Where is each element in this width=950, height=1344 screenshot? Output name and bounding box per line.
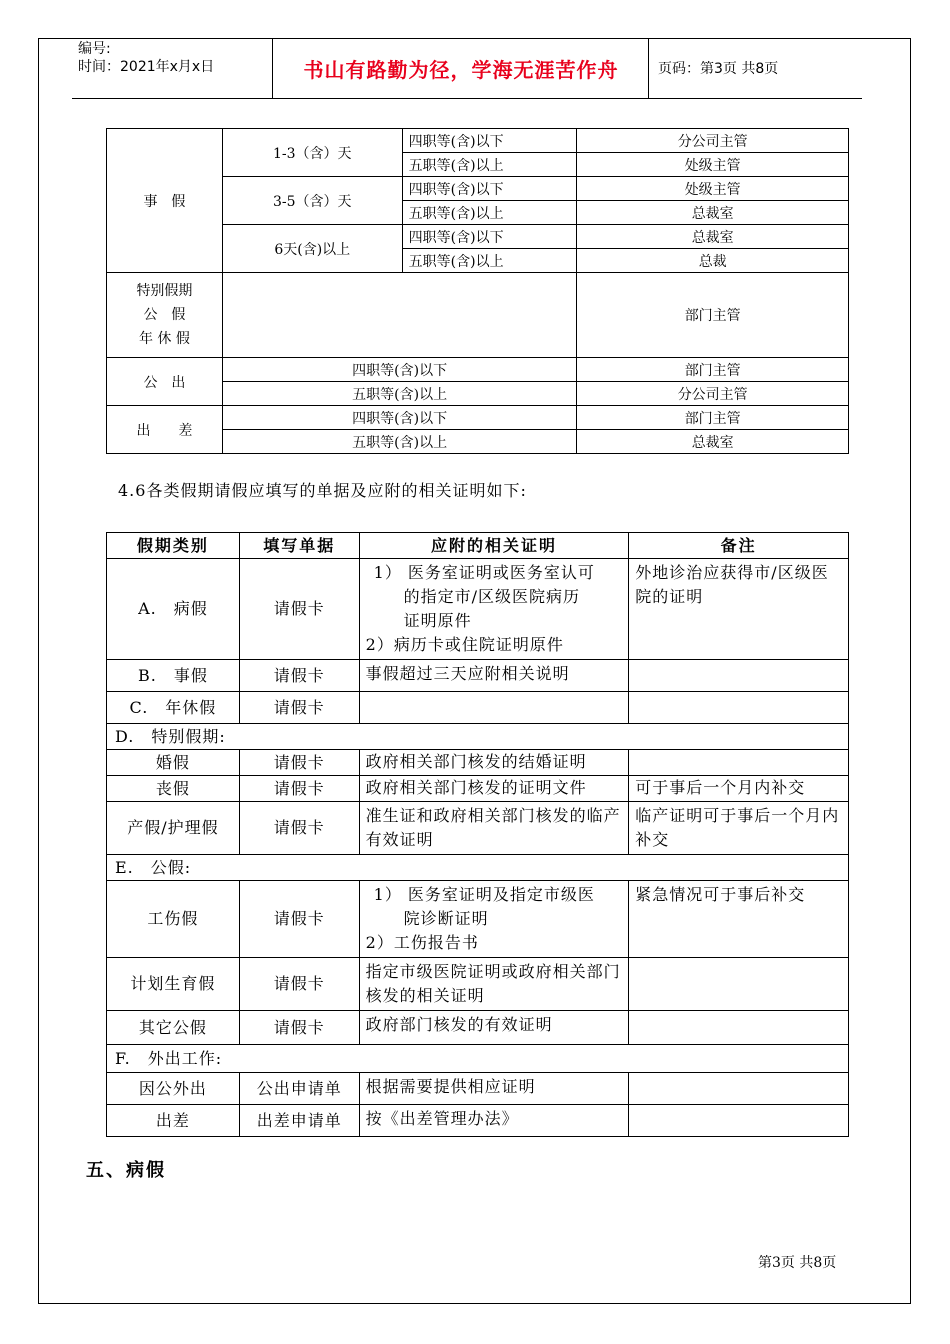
annual-leave-label: 年 休 假: [138, 331, 190, 347]
proof-line: 证明原件: [403, 611, 472, 630]
header-motto: 书山有路勤为径，学海无涯苦作舟: [303, 58, 619, 82]
category-personal-leave: 事 假: [107, 129, 223, 273]
rank-cell: 四职等(含)以下: [402, 177, 577, 201]
leave-category: 其它公假: [107, 1011, 240, 1045]
document-number-label: 编号:: [78, 41, 111, 57]
form-name: 公出申请单: [239, 1073, 359, 1105]
form-name: 请假卡: [239, 802, 359, 855]
form-name: 请假卡: [239, 958, 359, 1011]
approver-cell: 处级主管: [577, 177, 849, 201]
intro-paragraph: 4.6各类假期请假应填写的单据及应附的相关证明如下:: [118, 481, 527, 500]
form-name: 请假卡: [239, 559, 359, 660]
required-proof: 准生证和政府相关部门核发的临产有效证明: [359, 802, 629, 855]
approver-cell: 总裁室: [577, 430, 849, 454]
proof-line: 2）工伤报告书: [365, 933, 479, 952]
remark: [629, 958, 849, 1011]
duration-cell: 1-3（含）天: [222, 129, 402, 177]
form-name: 请假卡: [239, 1011, 359, 1045]
approver-cell: 总裁室: [577, 201, 849, 225]
page-header: [72, 38, 862, 99]
approver-cell: 分公司主管: [577, 382, 849, 406]
remark: [629, 1073, 849, 1105]
required-proof: [359, 881, 629, 958]
leave-category: 婚假: [107, 750, 240, 776]
proof-line: 的指定市/区级医院病历: [403, 587, 581, 606]
section-row: E. 公假:: [107, 855, 849, 881]
documents-table: [106, 532, 849, 1137]
approver-cell: 部门主管: [577, 406, 849, 430]
duration-cell: 6天(含)以上: [222, 225, 402, 273]
remark: [629, 1011, 849, 1045]
required-proof: 政府部门核发的有效证明: [359, 1011, 629, 1045]
page-footer: 第3页 共8页: [758, 1255, 837, 1271]
leave-category: C. 年休假: [107, 692, 240, 724]
document-time: 时间：2021年x月x日: [78, 59, 215, 75]
approver-cell: 总裁: [577, 249, 849, 273]
category-business-out: 公 出: [107, 358, 223, 406]
leave-category: 计划生育假: [107, 958, 240, 1011]
special-leave-label: 特别假期: [136, 283, 193, 299]
column-header: 假期类别: [107, 533, 240, 559]
proof-line: 1） 医务室证明或医务室认可: [373, 563, 595, 582]
column-header: 填写单据: [239, 533, 359, 559]
remark: 外地诊治应获得市/区级医院的证明: [629, 559, 849, 660]
remark: 紧急情况可于事后补交: [629, 881, 849, 958]
required-proof: [359, 692, 629, 724]
section-row: D. 特别假期:: [107, 724, 849, 750]
approver-cell: 处级主管: [577, 153, 849, 177]
rank-cell: 五职等(含)以上: [222, 430, 577, 454]
leave-category: 工伤假: [107, 881, 240, 958]
header-divider: [648, 38, 649, 99]
form-name: 请假卡: [239, 692, 359, 724]
proof-line: 1） 医务室证明及指定市级医: [373, 885, 595, 904]
category-special-leave: [107, 273, 223, 358]
rank-cell: 四职等(含)以下: [402, 225, 577, 249]
approver-cell: 总裁室: [577, 225, 849, 249]
section-heading: 五、病假: [86, 1160, 166, 1181]
leave-category: 丧假: [107, 776, 240, 802]
required-proof: 按《出差管理办法》: [359, 1105, 629, 1137]
approver-cell: 部门主管: [577, 358, 849, 382]
rank-cell: 五职等(含)以上: [222, 382, 577, 406]
required-proof: 指定市级医院证明或政府相关部门核发的相关证明: [359, 958, 629, 1011]
approver-cell: 部门主管: [577, 273, 849, 358]
column-header: 备注: [629, 533, 849, 559]
form-name: 出差申请单: [239, 1105, 359, 1137]
rank-cell: 四职等(含)以下: [222, 358, 577, 382]
empty-cell: [222, 273, 577, 358]
proof-line: 院诊断证明: [403, 909, 489, 928]
remark: [629, 1105, 849, 1137]
section-row: F. 外出工作:: [107, 1045, 849, 1073]
form-name: 请假卡: [239, 881, 359, 958]
rank-cell: 四职等(含)以下: [402, 129, 577, 153]
proof-line: 2）病历卡或住院证明原件: [365, 635, 564, 654]
header-meta: [78, 40, 214, 76]
rank-cell: 五职等(含)以上: [402, 153, 577, 177]
form-name: 请假卡: [239, 660, 359, 692]
approver-cell: 分公司主管: [577, 129, 849, 153]
public-leave-label: 公 假: [143, 307, 186, 323]
remark: [629, 750, 849, 776]
form-name: 请假卡: [239, 750, 359, 776]
column-header: 应附的相关证明: [359, 533, 629, 559]
rank-cell: 五职等(含)以上: [402, 249, 577, 273]
leave-category: 出差: [107, 1105, 240, 1137]
rank-cell: 五职等(含)以上: [402, 201, 577, 225]
leave-category: 产假/护理假: [107, 802, 240, 855]
remark: [629, 692, 849, 724]
header-page-info: 页码：第3页 共8页: [658, 61, 779, 77]
leave-category: B. 事假: [107, 660, 240, 692]
rank-cell: 四职等(含)以下: [222, 406, 577, 430]
category-business-trip: 出 差: [107, 406, 223, 454]
approval-table: [106, 128, 849, 454]
leave-category: A. 病假: [107, 559, 240, 660]
leave-category: 因公外出: [107, 1073, 240, 1105]
form-name: 请假卡: [239, 776, 359, 802]
remark: [629, 660, 849, 692]
remark: 临产证明可于事后一个月内补交: [629, 802, 849, 855]
required-proof: 政府相关部门核发的证明文件: [359, 776, 629, 802]
duration-cell: 3-5（含）天: [222, 177, 402, 225]
required-proof: 政府相关部门核发的结婚证明: [359, 750, 629, 776]
required-proof: 根据需要提供相应证明: [359, 1073, 629, 1105]
remark: 可于事后一个月内补交: [629, 776, 849, 802]
header-divider: [272, 38, 273, 99]
required-proof: [359, 559, 629, 660]
required-proof: 事假超过三天应附相关说明: [359, 660, 629, 692]
